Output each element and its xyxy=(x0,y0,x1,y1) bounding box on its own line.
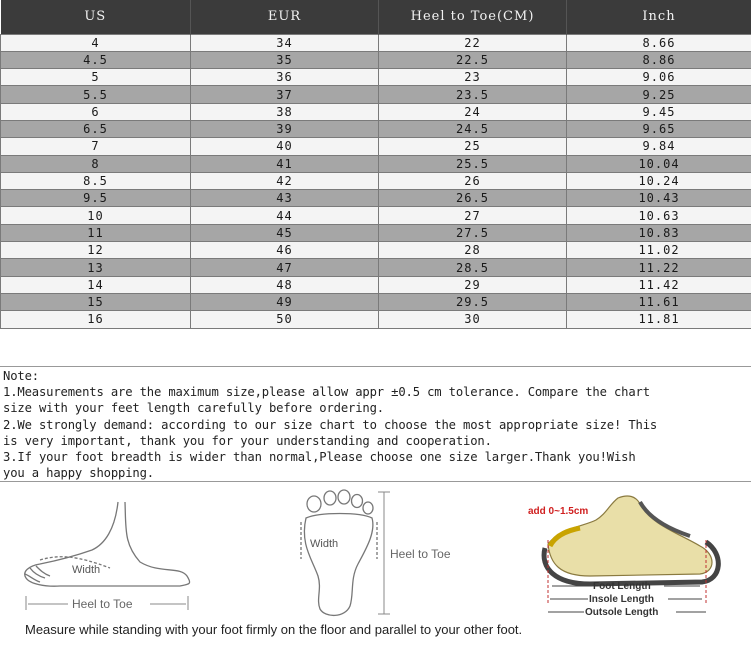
cell-cm: 22 xyxy=(379,34,567,51)
cell-us: 4.5 xyxy=(1,51,191,68)
cell-eur: 45 xyxy=(191,224,379,241)
measure-caption: Measure while standing with your foot firmly on the floor and parallel to your other foot. xyxy=(25,622,523,637)
cell-eur: 50 xyxy=(191,311,379,328)
cell-inch: 9.84 xyxy=(567,138,751,155)
cell-us: 12 xyxy=(1,242,191,259)
cell-us: 11 xyxy=(1,224,191,241)
cell-eur: 37 xyxy=(191,86,379,103)
cell-us: 8.5 xyxy=(1,172,191,189)
cell-cm: 25 xyxy=(379,138,567,155)
cell-eur: 42 xyxy=(191,172,379,189)
cell-cm: 28.5 xyxy=(379,259,567,276)
cell-inch: 11.22 xyxy=(567,259,751,276)
cell-us: 10 xyxy=(1,207,191,224)
cell-inch: 9.25 xyxy=(567,86,751,103)
cell-cm: 24 xyxy=(379,103,567,120)
table-row xyxy=(1,86,751,103)
top-heel-to-toe-label: Heel to Toe xyxy=(390,547,451,561)
cell-eur: 38 xyxy=(191,103,379,120)
cell-us: 5.5 xyxy=(1,86,191,103)
insole-length-label: Insole Length xyxy=(589,594,654,605)
table-row xyxy=(1,120,751,137)
cell-us: 16 xyxy=(1,311,191,328)
cell-us: 9.5 xyxy=(1,190,191,207)
table-row xyxy=(1,155,751,172)
table-row xyxy=(1,51,751,68)
side-view-foot-icon xyxy=(25,502,190,586)
cell-us: 8 xyxy=(1,155,191,172)
cell-eur: 49 xyxy=(191,293,379,310)
cell-cm: 30 xyxy=(379,311,567,328)
table-row xyxy=(1,190,751,207)
cell-inch: 10.83 xyxy=(567,224,751,241)
table-row xyxy=(1,276,751,293)
table-row xyxy=(1,311,751,328)
notes-section xyxy=(0,366,751,482)
foot-length-label: Foot Length xyxy=(593,581,651,592)
cell-inch: 10.43 xyxy=(567,190,751,207)
table-row xyxy=(1,34,751,51)
footprint-icon xyxy=(301,490,377,615)
header-heel-to-toe: Heel to Toe(CM) xyxy=(379,0,567,34)
cell-inch: 11.02 xyxy=(567,242,751,259)
table-row xyxy=(1,69,751,86)
note-3a: 3.If your foot breadth is wider than normal,Please choose one size larger.Thank you!Wish xyxy=(3,450,636,465)
cell-inch: 9.45 xyxy=(567,103,751,120)
cell-us: 6.5 xyxy=(1,120,191,137)
cell-us: 13 xyxy=(1,259,191,276)
outsole-length-label: Outsole Length xyxy=(585,607,659,618)
side-width-label: Width xyxy=(72,564,101,576)
cell-us: 6 xyxy=(1,103,191,120)
cell-cm: 25.5 xyxy=(379,155,567,172)
top-width-label: Width xyxy=(310,538,339,550)
table-row xyxy=(1,172,751,189)
cell-cm: 24.5 xyxy=(379,120,567,137)
add-tolerance-label: add 0~1.5cm xyxy=(528,506,589,517)
cell-inch: 9.06 xyxy=(567,69,751,86)
cell-cm: 27 xyxy=(379,207,567,224)
cell-eur: 41 xyxy=(191,155,379,172)
table-row xyxy=(1,207,751,224)
notes-title: Note: xyxy=(3,369,39,383)
cell-cm: 26.5 xyxy=(379,190,567,207)
cell-inch: 11.81 xyxy=(567,311,751,328)
note-2a: 2.We strongly demand: according to our size chart to choose the most appropriate size! This xyxy=(3,417,658,432)
cell-eur: 39 xyxy=(191,120,379,137)
table-row xyxy=(1,259,751,276)
header-us: US xyxy=(1,0,191,34)
note-2b: is very important, thank you for your understanding and cooperation. xyxy=(3,433,492,448)
cell-cm: 26 xyxy=(379,172,567,189)
cell-eur: 35 xyxy=(191,51,379,68)
cell-inch: 10.04 xyxy=(567,155,751,172)
cell-us: 15 xyxy=(1,293,191,310)
cell-eur: 44 xyxy=(191,207,379,224)
cell-cm: 23 xyxy=(379,69,567,86)
cell-inch: 10.24 xyxy=(567,172,751,189)
cell-cm: 29.5 xyxy=(379,293,567,310)
table-row xyxy=(1,103,751,120)
cell-us: 14 xyxy=(1,276,191,293)
table-row xyxy=(1,224,751,241)
cell-inch: 9.65 xyxy=(567,120,751,137)
top-heel-toe-arrow xyxy=(378,492,390,614)
table-row xyxy=(1,242,751,259)
cell-us: 4 xyxy=(1,34,191,51)
table-body xyxy=(1,34,751,328)
cell-eur: 48 xyxy=(191,276,379,293)
table-row xyxy=(1,138,751,155)
table-row xyxy=(1,293,751,310)
cell-inch: 8.86 xyxy=(567,51,751,68)
cell-inch: 8.66 xyxy=(567,34,751,51)
header-inch: Inch xyxy=(567,0,751,34)
cell-inch: 11.42 xyxy=(567,276,751,293)
cell-us: 5 xyxy=(1,69,191,86)
cell-eur: 47 xyxy=(191,259,379,276)
cell-inch: 10.63 xyxy=(567,207,751,224)
header-eur: EUR xyxy=(191,0,379,34)
note-1b: size with your feet length carefully before ordering. xyxy=(3,401,384,416)
cell-eur: 43 xyxy=(191,190,379,207)
cell-inch: 11.61 xyxy=(567,293,751,310)
note-3b: you a happy shopping. xyxy=(3,466,154,481)
cell-eur: 40 xyxy=(191,138,379,155)
cell-cm: 22.5 xyxy=(379,51,567,68)
table-header-row xyxy=(1,0,751,34)
side-heel-to-toe-label: Heel to Toe xyxy=(72,597,133,611)
cell-cm: 27.5 xyxy=(379,224,567,241)
cell-cm: 23.5 xyxy=(379,86,567,103)
cell-eur: 34 xyxy=(191,34,379,51)
cell-cm: 29 xyxy=(379,276,567,293)
cell-eur: 36 xyxy=(191,69,379,86)
note-1a: 1.Measurements are the maximum size,please allow appr ±0.5 cm tolerance. Compare the chart xyxy=(3,385,650,400)
cell-us: 7 xyxy=(1,138,191,155)
cell-cm: 28 xyxy=(379,242,567,259)
cell-eur: 46 xyxy=(191,242,379,259)
